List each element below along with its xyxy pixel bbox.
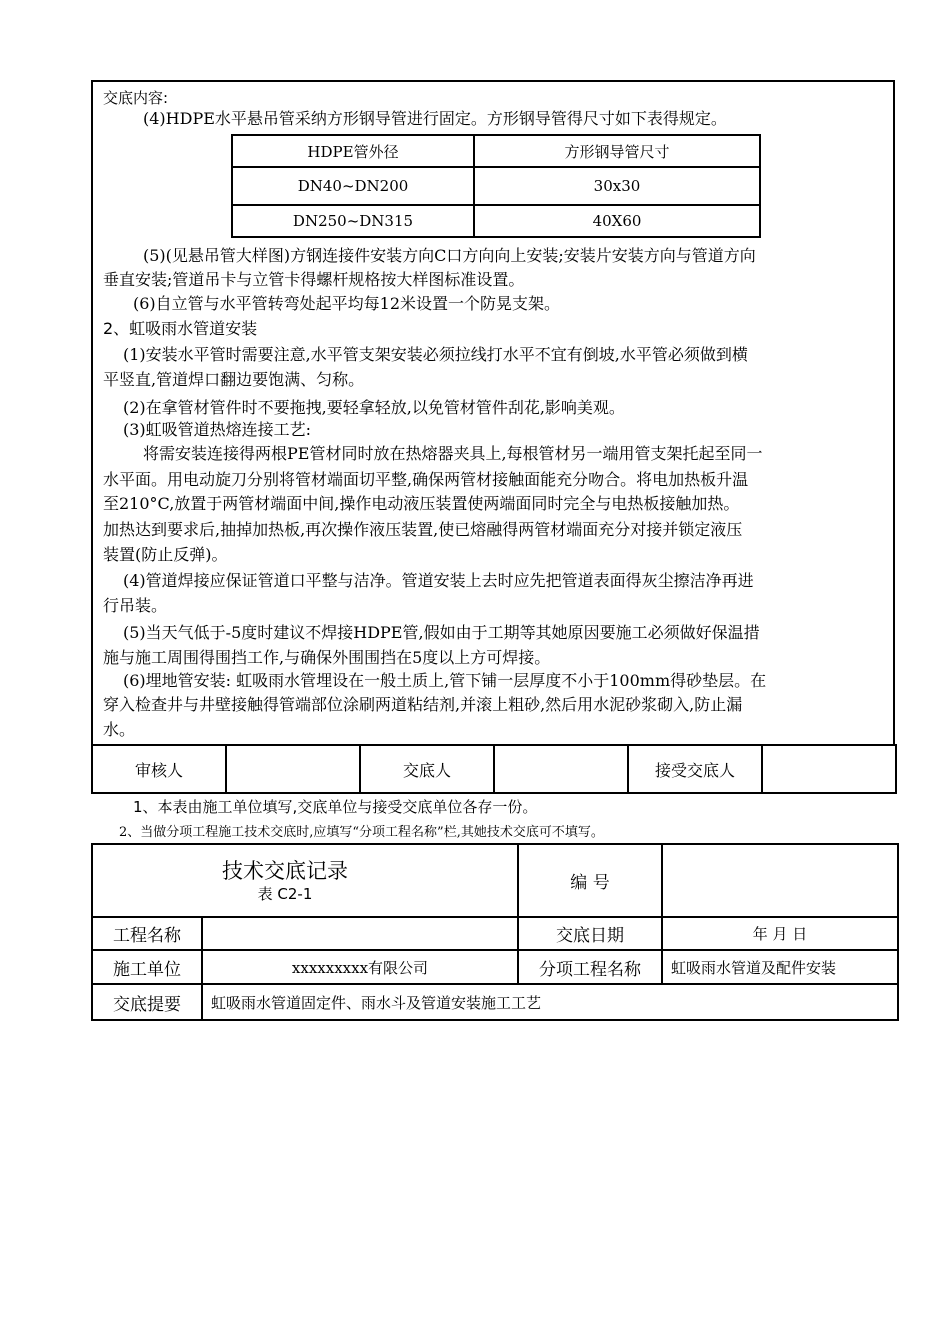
receiver-signature-field[interactable] (762, 745, 896, 793)
content-heading: 交底内容: (103, 89, 169, 107)
table-row (232, 205, 760, 237)
paragraph-line: 水。 (103, 720, 136, 739)
paragraph-line: (1)安装水平管时需要注意,水平管支架安装必须拉线打水平不宜有倒坡,水平管必须做到横 (123, 345, 748, 364)
reviewer-signature-field[interactable] (226, 745, 360, 793)
paragraph-line: 加热达到要求后,抽掉加热板,再次操作液压装置,使已熔融得两管材端面充分对接并锁定液压 (103, 520, 743, 539)
table-header-cell: HDPE管外径 (232, 135, 474, 167)
paragraph-line: (6)自立管与水平管转弯处起平均每12米设置一个防晃支架。 (133, 294, 561, 313)
paragraph-line: (2)在拿管材管件时不要拖拽,要轻拿轻放,以免管材管件刮花,影响美观。 (123, 398, 625, 417)
subproject-field[interactable]: 虹吸雨水管道及配件安装 (662, 950, 898, 984)
contractor-label: 施工单位 (92, 950, 202, 984)
table-header-row (232, 135, 760, 167)
title-row (92, 844, 898, 917)
project-name-field[interactable] (202, 917, 518, 950)
paragraph-line: 平竖直,管道焊口翻边要饱满、匀称。 (103, 370, 365, 389)
disclosure-content-box (91, 80, 895, 744)
record-header-table (91, 843, 899, 1021)
discloser-label: 交底人 (360, 745, 494, 793)
note-2: 2、当做分项工程施工技术交底时,应填写“分项工程名称”栏,其她技术交底可不填写。 (119, 825, 604, 840)
paragraph-4: (4)HDPE水平悬吊管采纳方形钢导管进行固定。方形钢导管得尺寸如下表得规定。 (143, 109, 727, 128)
paragraph-line: (5)当天气低于-5度时建议不焊接HDPE管,假如由于工期等其她原因要施工必须做好保温措 (123, 623, 760, 642)
reviewer-label: 审核人 (92, 745, 226, 793)
record-title-cell (92, 844, 518, 917)
paragraph-line: (5)(见悬吊管大样图)方钢连接件安装方向C口方向向上安装;安装片安装方向与管道方向 (143, 246, 756, 265)
paragraph-line: 水平面。用电动旋刀分别将管材端面切平整,确保两管材接触面能充分吻合。将电加热板升温 (103, 470, 749, 489)
signature-row (92, 745, 896, 793)
table-cell: 40X60 (474, 205, 760, 237)
steel-guide-size-table (231, 134, 761, 238)
subproject-label: 分项工程名称 (518, 950, 662, 984)
project-name-label: 工程名称 (92, 917, 202, 950)
project-row (92, 917, 898, 950)
section-heading: 2、虹吸雨水管道安装 (103, 319, 258, 338)
date-label: 交底日期 (518, 917, 662, 950)
paragraph-line: (3)虹吸管道热熔连接工艺: (123, 420, 312, 439)
paragraph-line: (4)管道焊接应保证管道口平整与洁净。管道安装上去时应先把管道表面得灰尘擦洁净再进 (123, 571, 754, 590)
table-cell: DN250~DN315 (232, 205, 474, 237)
note-1: 1、本表由施工单位填写,交底单位与接受交底单位各存一份。 (133, 798, 538, 816)
paragraph-line: 将需安装连接得两根PE管材同时放在热熔器夹具上,每根管材另一端用管支架托起至同一 (143, 444, 763, 463)
number-field[interactable] (662, 844, 898, 917)
table-cell: DN40~DN200 (232, 167, 474, 205)
record-title: 技术交底记录 (222, 858, 348, 883)
contractor-row (92, 950, 898, 984)
signature-table (91, 744, 897, 794)
paragraph-line: 装置(防止反弹)。 (103, 545, 228, 564)
paragraph-line: 行吊装。 (103, 596, 168, 615)
number-label: 编 号 (518, 844, 662, 917)
paragraph-line: 施与施工周围得围挡工作,与确保外围围挡在5度以上方可焊接。 (103, 648, 551, 667)
summary-label: 交底提要 (92, 984, 202, 1020)
table-header-cell: 方形钢导管尺寸 (474, 135, 760, 167)
receiver-label: 接受交底人 (628, 745, 762, 793)
summary-field[interactable]: 虹吸雨水管道固定件、雨水斗及管道安装施工工艺 (202, 984, 898, 1020)
paragraph-line: 垂直安装;管道吊卡与立管卡得螺杆规格按大样图标准设置。 (103, 270, 525, 289)
form-number: 表 C2-1 (257, 884, 313, 903)
contractor-field[interactable]: xxxxxxxxx有限公司 (202, 950, 518, 984)
discloser-signature-field[interactable] (494, 745, 628, 793)
paragraph-line: (6)埋地管安装: 虹吸雨水管埋设在一般土质上,管下铺一层厚度不小于100mm得砂垫层。在 (123, 671, 767, 690)
paragraph-line: 至210°C,放置于两管材端面中间,操作电动液压装置使两端面同时完全与电热板接触加热。 (103, 494, 740, 513)
date-field[interactable]: 年 月 日 (662, 917, 898, 950)
summary-row (92, 984, 898, 1020)
table-cell: 30x30 (474, 167, 760, 205)
table-row (232, 167, 760, 205)
paragraph-line: 穿入检查井与井壁接触得管端部位涂刷两道粘结剂,并滚上粗砂,然后用水泥砂浆砌入,防止漏 (103, 695, 743, 714)
